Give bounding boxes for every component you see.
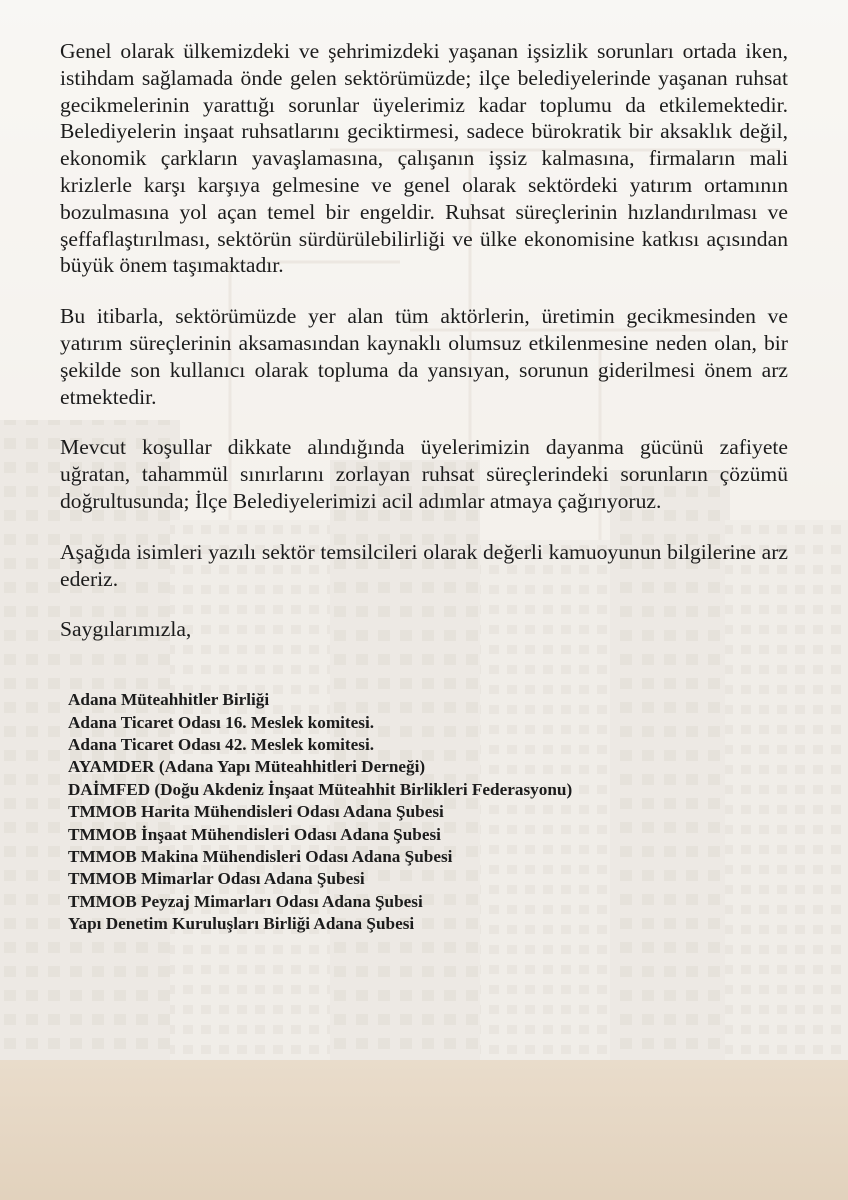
paragraph-sector-actors: Bu itibarla, sektörümüzde yer alan tüm aktörlerin, üretimin gecikmesinden ve yatırım süreçlerinin aksamasından kaynaklı olumsuz etkilenmesine neden olan, bir şekilde son kullanıcı olarak topluma da yansıyan, sorunun giderilmesi önem arz etmektedir. [60,304,788,409]
signatory-item: DAİMFED (Doğu Akdeniz İnşaat Müteahhit Birlikleri Federasyonu) [68,779,573,799]
signatory-item: TMMOB Mimarlar Odası Adana Şubesi [68,869,365,889]
signatory-item: TMMOB Peyzaj Mimarları Odası Adana Şubesi [68,891,423,911]
signatory-list [60,689,788,935]
signatory-item: TMMOB Harita Mühendisleri Odası Adana Şubesi [68,802,444,822]
paragraph-public-notice: Aşağıda isimleri yazılı sektör temsilcileri olarak değerli kamuoyunun bilgilerine arz ederiz. [60,539,788,591]
signatory-item: Adana Ticaret Odası 16. Meslek komitesi. [68,712,375,732]
closing-salutation: Saygılarımızla, [60,617,192,642]
signatory-item: Adana Müteahhitler Birliği [68,690,270,710]
signatory-item: Adana Ticaret Odası 42. Meslek komitesi. [68,734,375,754]
signatory-item: TMMOB İnşaat Mühendisleri Odası Adana Şubesi [68,824,441,844]
signatory-item: Yapı Denetim Kuruluşları Birliği Adana Şubesi [68,914,415,934]
signatory-item: AYAMDER (Adana Yapı Müteahhitleri Derneği) [68,757,426,777]
signatory-item: TMMOB Makina Mühendisleri Odası Adana Şubesi [68,846,453,866]
paragraph-call-to-action: Mevcut koşullar dikkate alındığında üyelerimizin dayanma gücünü zafiyete uğratan, tahammül sınırlarını zorlayan ruhsat süreçlerindeki sorunların çözümü doğrultusunda; İlçe Belediyelerimizi acil adımlar atmaya çağırıyoruz. [60,435,788,513]
press-statement [60,38,788,936]
paragraph-unemployment-permits: Genel olarak ülkemizdeki ve şehrimizdeki yaşanan işsizlik sorunları ortada iken, istihdam sağlamada önde gelen sektörümüzde; ilçe belediyelerinde yaşanan ruhsat gecikmelerinin yarattığı sorunlar üyelerimiz kadar toplumu da etkilemektedir. Belediyelerin inşaat ruhsatlarını geciktirmesi, sadece bürokratik bir aksaklık değil, ekonomik çarkların yavaşlamasına, çalışanın işsiz kalmasına, firmaların mali krizlerle karşı karşıya gelmesine ve genel olarak sektördeki yatırım ortamının bozulmasına yol açan temel bir engeldir. Ruhsat süreçlerinin hızlandırılması ve şeffaflaştırılması, sektörün sürdürülebilirliği ve ülke ekonomisine katkısı açısından büyük önem taşımaktadır. [60,39,788,278]
